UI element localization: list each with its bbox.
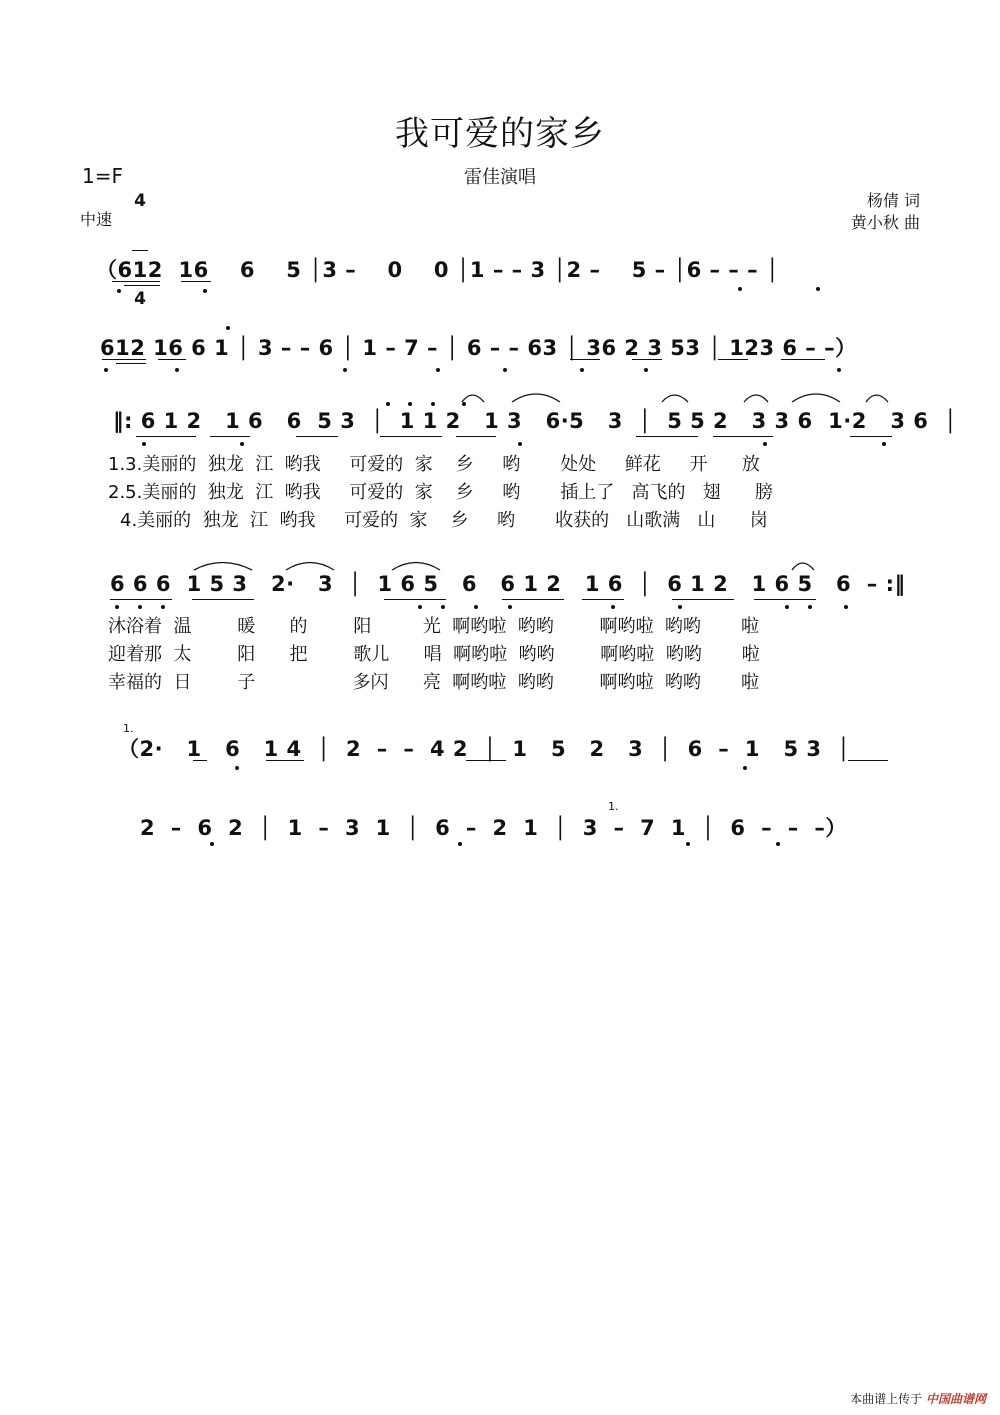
performer: 雷佳演唱 [464, 167, 536, 188]
lyric-line-5: 迎着那 太 阳 把 歌儿 唱 啊哟啦 哟哟 啊哟啦 哟哟 啦 [108, 644, 760, 665]
footer-credit [850, 1390, 986, 1407]
notation-row-5: （2· 1 6 1 4 │ 2 – – 4 2 │ 1 5 2 3 │ 6 – 1 5 3 │ [118, 737, 851, 761]
lyric-line-1: 1.3.美丽的 独龙 江 哟我 可爱的 家 乡 哟 处处 鲜花 开 放 [108, 454, 760, 475]
volta-mark-1: 1. [123, 722, 134, 735]
score-title: 我可爱的家乡 [395, 114, 605, 154]
time-signature-bottom: 4 [134, 289, 146, 309]
lyric-line-3: 4.美丽的 独龙 江 哟我 可爱的 家 乡 哟 收获的 山歌满 山 岗 [120, 510, 768, 531]
notation-row-1: （612 16 6 5 │3 – 0 0 │1 – – 3 │2 – 5 – │6 – – – │ [96, 258, 780, 282]
lyric-line-6: 幸福的 日 子 多闪 亮 啊哟啦 哟哟 啊哟啦 哟哟 啦 [108, 672, 759, 693]
site-logo: 中国曲谱网 [925, 1392, 986, 1406]
time-signature-top: 4 [134, 191, 146, 211]
notation-row-3: ‖: 6 1 2 1 6 6 5 3 │ 1 1 2 1 3 6·5 3 │ 5 5 2 3 3 6 1·2 3 6 │ [113, 409, 958, 433]
key-signature: 1=F [82, 164, 123, 188]
volta-mark-2: 1. [608, 800, 619, 813]
notation-row-6: 2 – 6 2 │ 1 – 3 1 │ 6 – 2 1 │ 3 – 7 1 │ 6 – – –） [140, 816, 847, 840]
composer-credit: 黄小秋 曲 [850, 213, 920, 232]
lyric-line-2: 2.5.美丽的 独龙 江 哟我 可爱的 家 乡 哟 插上了 高飞的 翅 膀 [108, 482, 773, 503]
notation-row-4: 6 6 6 1 5 3 2· 3 │ 1 6 5 6 6 1 2 1 6 │ 6 1 2 1 6 5 6 – :‖ [110, 572, 906, 596]
footer-text: 本曲谱上传于 [850, 1392, 923, 1406]
tempo-marking: 中速 [80, 210, 113, 229]
lyricist-credit: 杨倩 词 [866, 191, 920, 210]
lyric-line-4: 沐浴着 温 暖 的 阳 光 啊哟啦 哟哟 啊哟啦 哟哟 啦 [108, 616, 759, 637]
notation-row-2: 612 16 6 1 │ 3 – – 6 │ 1 – 7 – │ 6 – – 63 │ 36 2 3 53 │ 123 6 – –） [100, 336, 857, 360]
